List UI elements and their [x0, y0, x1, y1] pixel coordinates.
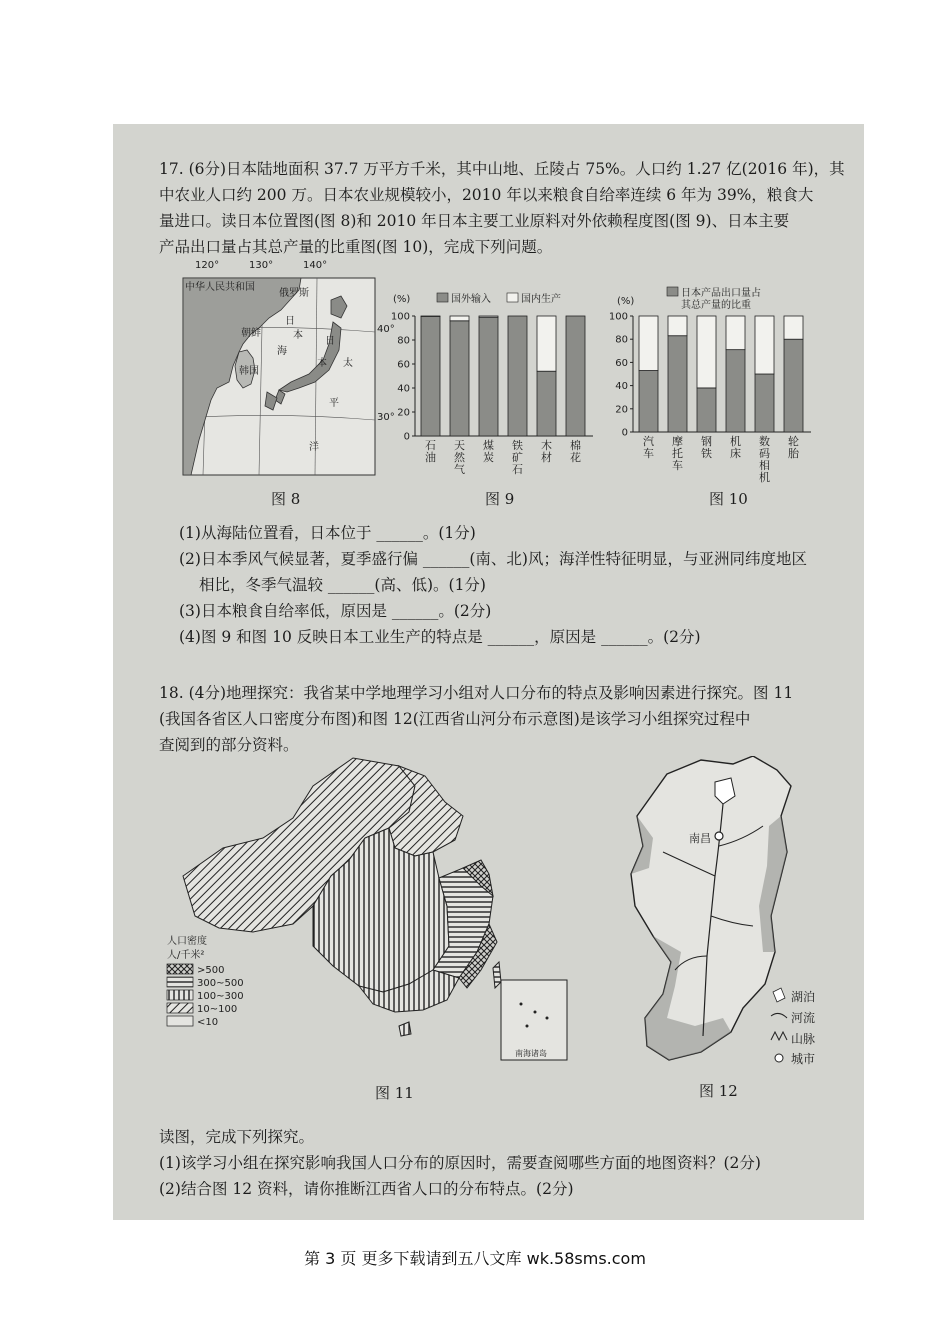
latitude-40: 40°	[377, 324, 395, 335]
fig10-unit: (%)	[617, 296, 635, 307]
y-tick-label: 60	[397, 359, 410, 371]
legend-city: 城市	[791, 1052, 816, 1066]
q18-line: 查阅到的部分资料。	[159, 736, 299, 754]
q17-subquestions	[179, 520, 807, 650]
label-pacific-2: 平	[329, 398, 339, 409]
q18-line: (我国各省区人口密度分布图)和图 12(江西省山河分布示意图)是该学习小组探究过程中	[159, 710, 751, 728]
category-label-char: 钢	[701, 435, 712, 448]
legend-100-300: 100~300	[197, 991, 244, 1002]
figure-10-chart	[607, 282, 813, 488]
figure-11-caption: 图 11	[375, 1084, 414, 1102]
category-label-char: 石	[512, 463, 523, 476]
longitude-140: 140°	[303, 260, 328, 271]
category-label-char: 木	[541, 439, 552, 452]
figure-11-china-density-map	[163, 756, 583, 1068]
category-label-char: 汽	[643, 435, 654, 448]
label-pacific-1: 太	[343, 358, 353, 369]
legend-300-500: 300~500	[197, 978, 244, 989]
south-china-sea-inset	[501, 980, 567, 1060]
legend-gt500: >500	[197, 965, 225, 976]
longitude-130: 130°	[249, 260, 274, 271]
q17-sub-2: (2)日本季风气候显著，夏季盛行偏 ______(南、北)风；海洋性特征明显，与亚洲同纬度地区	[179, 550, 807, 568]
q18-read: 读图，完成下列探究。	[159, 1128, 315, 1146]
category-label-char: 床	[730, 447, 741, 460]
legend-title-2: 人/千米²	[167, 950, 205, 961]
category-label-char: 铁	[701, 447, 712, 460]
y-tick-label: 80	[397, 335, 410, 347]
q18-sub-1: (1)该学习小组在探究影响我国人口分布的原因时，需要查阅哪些方面的地图资料？(2分)	[159, 1154, 761, 1172]
inset-label: 南海诸岛	[515, 1049, 547, 1058]
bar-remainder	[784, 316, 803, 339]
y-tick-label: 60	[615, 357, 628, 369]
bar-segment	[537, 316, 556, 371]
category-label-char: 托	[672, 447, 683, 460]
q17-line: 17. (6分)日本陆地面积 37.7 万平方千米，其中山地、丘陵占 75%。人口约 1.27 亿(2016 年)，其	[159, 160, 845, 178]
jiangxi-map-svg	[623, 756, 843, 1068]
bar-segment	[450, 316, 469, 321]
fig9-legend-swatch-domestic	[507, 293, 518, 302]
bar-segment	[784, 339, 803, 432]
nanchang-city-marker	[715, 832, 723, 840]
fig9-legend-domestic: 国内生产	[521, 294, 561, 305]
figure-12-caption: 图 12	[699, 1082, 738, 1100]
label-north-korea: 朝鲜	[241, 328, 261, 339]
category-label-char: 胎	[788, 447, 799, 460]
label-pacific-3: 洋	[309, 442, 319, 453]
label-japan-2: 本	[317, 358, 327, 369]
label-japan-1: 日	[325, 336, 335, 347]
fig10-legend-line-2: 其总产量的比重	[681, 300, 751, 311]
bar-segment	[668, 336, 687, 432]
category-label-char: 数	[759, 435, 770, 448]
category-label-char: 花	[570, 451, 581, 464]
y-tick-label: 40	[615, 381, 628, 393]
category-label-char: 石	[425, 439, 436, 452]
q17-sub-3: (3)日本粮食自给率低，原因是 ______。(2分)	[179, 602, 492, 620]
category-label-char: 机	[730, 435, 741, 448]
category-label-char: 炭	[483, 451, 494, 464]
figure-12-jiangxi-map	[623, 756, 843, 1068]
y-tick-label: 40	[397, 383, 410, 395]
fig10-legend-swatch	[667, 287, 678, 296]
category-label-char: 天	[454, 439, 465, 452]
q18-sub-2: (2)结合图 12 资料，请你推断江西省人口的分布特点。(2分)	[159, 1180, 574, 1198]
category-label-char: 摩	[672, 435, 683, 448]
bar-remainder	[639, 316, 658, 371]
latitude-30: 30°	[377, 412, 395, 423]
legend-river: 河流	[791, 1011, 816, 1025]
category-label-char: 码	[759, 447, 770, 460]
category-label-char: 棉	[570, 439, 581, 452]
figure-8-japan-map	[181, 260, 395, 477]
category-label-char: 材	[541, 451, 552, 464]
category-label-char: 车	[672, 459, 683, 472]
bar-segment	[479, 316, 498, 317]
y-tick-label: 0	[621, 427, 628, 439]
q18-subquestions	[159, 1124, 761, 1202]
figure-9-chart	[389, 288, 599, 488]
bar-segment	[421, 316, 440, 436]
q17-sub-4: (4)图 9 和图 10 反映日本工业生产的特点是 ______，原因是 ______。(2分)	[179, 628, 701, 646]
category-label-char: 油	[425, 451, 436, 464]
bar-remainder	[668, 316, 687, 336]
q17-line: 产品出口量占其总产量的比重图(图 10)，完成下列问题。	[159, 238, 553, 256]
y-tick-label: 0	[403, 431, 410, 443]
figure-10-caption: 图 10	[709, 490, 748, 508]
question-17	[159, 156, 845, 260]
category-label-char: 矿	[512, 451, 523, 464]
y-tick-label: 20	[397, 407, 410, 419]
label-china: 中华人民共和国	[185, 282, 255, 293]
japan-map-svg	[181, 270, 377, 477]
category-label-char: 气	[454, 463, 465, 476]
china-map-svg	[163, 756, 583, 1068]
q17-line: 量进口。读日本位置图(图 8)和 2010 年日本主要工业原料对外依赖程度图(图 9)、日本主要	[159, 212, 790, 230]
category-label-char: 轮	[788, 435, 799, 448]
bar-segment	[537, 371, 556, 436]
legend-lt10: <10	[197, 1017, 219, 1028]
page-footer: 第 3 页 更多下载请到五八文库 wk.58sms.com	[304, 1249, 646, 1268]
fig9-legend-import: 国外输入	[451, 294, 491, 305]
figure-8-caption: 图 8	[271, 490, 301, 508]
bar-segment	[639, 371, 658, 432]
legend-lake: 湖泊	[791, 990, 816, 1004]
legend-title-1: 人口密度	[167, 936, 207, 947]
bar-segment	[479, 317, 498, 436]
fig9-legend-swatch-import	[437, 293, 448, 302]
q18-line: 18. (4分)地理探究：我省某中学地理学习小组对人口分布的特点及影响因素进行探究。图 11	[159, 684, 794, 702]
category-label-char: 铁	[512, 439, 523, 452]
category-label-char: 相	[759, 459, 770, 472]
category-label-char: 车	[643, 447, 654, 460]
q17-sub-2-cont: 相比，冬季气温较 ______(高、低)。(1分)	[199, 576, 486, 594]
bar-segment	[726, 350, 745, 432]
bar-segment	[566, 316, 585, 436]
bar-remainder	[697, 316, 716, 388]
label-south-korea: 韩国	[239, 366, 259, 377]
question-18	[159, 680, 793, 758]
figure-9-caption: 图 9	[485, 490, 515, 508]
label-russia: 俄罗斯	[279, 288, 309, 299]
legend-mountain: 山脉	[791, 1032, 816, 1046]
fig9-unit: (%)	[393, 294, 411, 305]
bar-segment	[755, 374, 774, 432]
label-sea-japan-1: 日	[285, 316, 295, 327]
y-tick-label: 20	[615, 404, 628, 416]
fig10-legend-line-1: 日本产品出口量占	[681, 288, 761, 299]
bar-segment	[450, 321, 469, 436]
bar-segment	[697, 388, 716, 432]
legend-10-100: 10~100	[197, 1004, 238, 1015]
scanned-page-photo	[113, 124, 864, 1220]
y-tick-label: 80	[615, 334, 628, 346]
label-sea-japan-3: 海	[277, 346, 287, 357]
bar-remainder	[726, 316, 745, 350]
category-label-char: 机	[759, 471, 770, 484]
y-tick-label: 100	[608, 311, 628, 323]
bar-remainder	[755, 316, 774, 374]
bar-segment	[508, 316, 527, 436]
q17-line: 中农业人口约 200 万。日本农业规模较小，2010 年以来粮食自给率连续 6 年为 39%，粮食大	[159, 186, 814, 204]
y-tick-label: 100	[390, 311, 410, 323]
q17-sub-1: (1)从海陆位置看，日本位于 ______。(1分)	[179, 524, 476, 542]
label-sea-japan-2: 本	[293, 330, 303, 341]
longitude-120: 120°	[195, 260, 220, 271]
city-label-nanchang: 南昌	[689, 832, 711, 845]
category-label-char: 煤	[483, 439, 494, 452]
category-label-char: 然	[454, 451, 465, 464]
